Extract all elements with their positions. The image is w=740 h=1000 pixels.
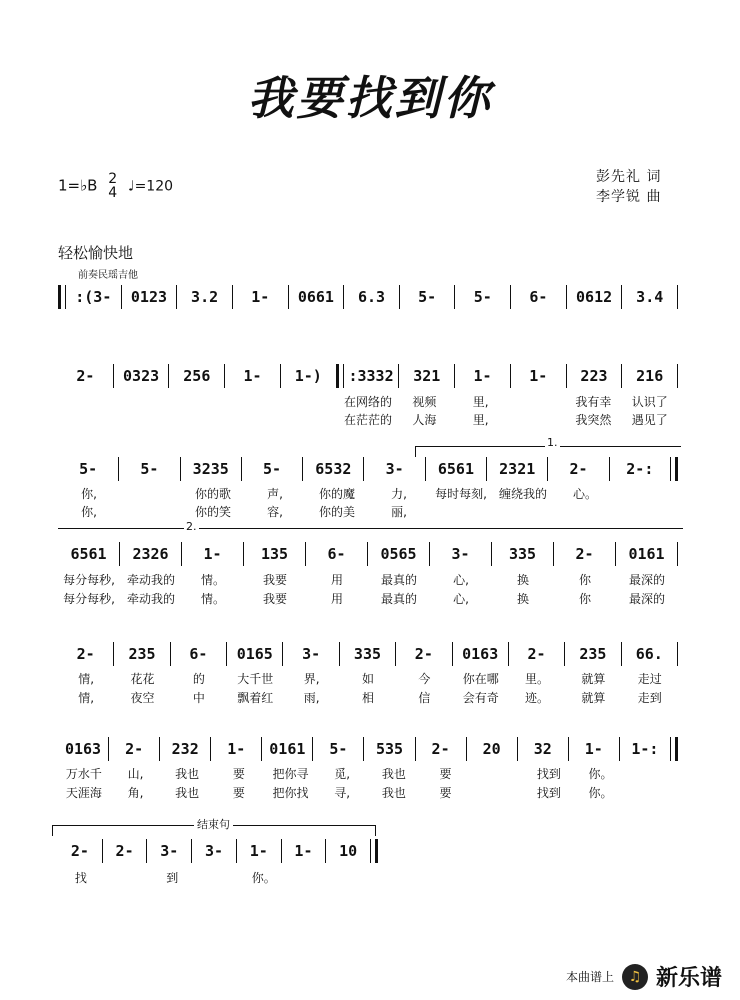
measure: 256 (183, 367, 211, 385)
lyric: 遇见了 (631, 412, 668, 427)
lyrics-verse-2 (58, 589, 678, 607)
lyric: 你, (81, 486, 97, 501)
score-row-2 (58, 362, 678, 390)
measure: 3.4 (636, 288, 664, 306)
measure: 5- (418, 288, 437, 306)
lyric: 就算 (581, 690, 606, 705)
measure: 6561 (70, 545, 107, 563)
time-denominator: 4 (108, 185, 118, 201)
lyric: 的 (192, 671, 205, 686)
lyric: 你 (578, 591, 591, 606)
lyric: 我也 (381, 785, 406, 800)
lyrics-verse-1 (58, 484, 678, 502)
lyric: 我有幸 (575, 394, 612, 409)
measure: 335 (353, 645, 382, 663)
lyric: 心, (453, 591, 469, 606)
lyric: 找 (74, 870, 87, 885)
lyrics-verse-2 (58, 688, 678, 706)
barline (677, 285, 678, 309)
measure: 535 (375, 740, 404, 758)
measure: 1- (529, 367, 548, 385)
coda-label: 结束句 (194, 816, 233, 832)
key-signature (58, 172, 173, 200)
volta-2-bracket (58, 528, 683, 539)
lyric: 你的魔 (318, 486, 355, 501)
measure: 66. (635, 645, 663, 663)
measure: 2- (569, 460, 588, 478)
measure: 6- (189, 645, 208, 663)
measure: 1- (473, 367, 492, 385)
repeat-start-barline (336, 364, 344, 388)
lyrics-verse-2 (58, 410, 678, 428)
measure: 232 (171, 740, 199, 758)
lyric: 丽, (391, 504, 407, 519)
measure: 6532 (315, 460, 352, 478)
lyric: 每时每刻, (435, 486, 487, 501)
measure: 3235 (192, 460, 229, 478)
lyric: 用 (330, 572, 343, 587)
measure: 2- (76, 367, 95, 385)
measure: 335 (508, 545, 537, 563)
measure: 2- (414, 645, 433, 663)
measure: 6.3 (357, 288, 386, 306)
lyric: 情。 (200, 572, 225, 587)
lyric: 要 (439, 785, 452, 800)
measure: 1- (203, 545, 222, 563)
measure: 2326 (132, 545, 169, 563)
measure: 1- (294, 842, 313, 860)
lyric: 情, (78, 690, 95, 705)
lyric: 我也 (381, 766, 406, 781)
score-row-3 (58, 455, 678, 483)
lyric: 每分每秒, (63, 572, 115, 587)
measure: 5- (329, 740, 348, 758)
lyric: 你 (578, 572, 591, 587)
lyric: 相 (361, 690, 374, 705)
lyric: 要 (232, 766, 245, 781)
lyric: 每分每秒, (63, 591, 115, 606)
score-row-6 (58, 735, 678, 763)
lyric: 最深的 (628, 591, 665, 606)
lyric: 里, (472, 412, 489, 427)
lyrics-verse-1 (58, 392, 678, 410)
lyric: 我也 (175, 766, 200, 781)
lyric: 就算 (581, 671, 606, 686)
lyric: 找到 (536, 766, 561, 781)
measure: :3332 (348, 367, 394, 385)
lyric: 走过 (637, 671, 662, 686)
measure: 3- (160, 842, 179, 860)
lyric: 换 (516, 572, 529, 587)
lyric: 力, (391, 486, 407, 501)
measure: 235 (579, 645, 607, 663)
measure: 0612 (576, 288, 613, 306)
measure: 0565 (380, 545, 417, 563)
measure: 6- (529, 288, 548, 306)
final-barline (370, 839, 378, 863)
measure: 0661 (297, 288, 334, 306)
measure: 6- (327, 545, 346, 563)
brand-name: 新乐谱 (655, 966, 722, 991)
lyric: 雨, (303, 690, 320, 705)
lyric: 天涯海 (65, 785, 102, 800)
lyric: 情, (78, 671, 95, 686)
lyrics-verse-1 (58, 669, 678, 687)
lyric: 界, (303, 671, 320, 686)
lyric: 最真的 (380, 591, 417, 606)
measure: 1- (584, 740, 603, 758)
lyric: 最深的 (628, 572, 665, 587)
lyrics-verse-2 (58, 502, 678, 520)
music-disc-icon: ♫ (622, 964, 648, 990)
lyric: 里。 (525, 671, 550, 686)
measure: 0163 (64, 740, 102, 758)
measure: 2- (575, 545, 594, 563)
measure: 135 (260, 545, 289, 563)
lyrics-verse-2 (58, 783, 678, 801)
lyric: 中 (192, 690, 205, 705)
measure: 5- (79, 460, 98, 478)
measure: 3- (451, 545, 470, 563)
lyric: 在茫茫的 (343, 412, 392, 427)
lyric: 情。 (200, 591, 225, 606)
lyric: 信 (418, 690, 431, 705)
measure: 3.2 (191, 288, 219, 306)
volta-2-label: 2. (186, 520, 197, 533)
measure: 2- (115, 842, 134, 860)
lyric: 你在哪 (462, 671, 499, 686)
measure: 223 (580, 367, 608, 385)
lyric: 用 (330, 591, 343, 606)
measure: :(3- (75, 288, 112, 306)
measure: 20 (482, 740, 501, 758)
lyric: 我要 (262, 591, 287, 606)
measure: 0123 (130, 288, 168, 306)
measure: 6561 (437, 460, 474, 478)
measure: 5- (473, 288, 492, 306)
time-numerator: 2 (108, 171, 118, 187)
lyric: 你的笑 (194, 504, 231, 519)
measure: 0323 (123, 367, 160, 385)
score-row-1 (58, 283, 678, 311)
lyric: 容, (267, 504, 283, 519)
lyric: 你。 (588, 766, 613, 781)
lyric: 你的美 (318, 504, 355, 519)
lyric: 如 (361, 671, 374, 686)
measure: 2- (70, 842, 89, 860)
lyric: 角, (127, 785, 144, 800)
score-row-5 (58, 640, 678, 668)
lyric: 寻, (334, 785, 351, 800)
tempo-mark: ♩=120 (127, 178, 174, 195)
lyric: 视频 (412, 394, 437, 409)
measure: 2- (431, 740, 450, 758)
measure: 1-) (294, 367, 322, 385)
measure: 2- (527, 645, 546, 663)
lyric: 我突然 (575, 412, 612, 427)
measure: 1- (243, 367, 262, 385)
intro-instruction: 前奏民瑶吉他 (78, 270, 138, 281)
lyric: 花花 (130, 671, 155, 686)
measure: 5- (140, 460, 159, 478)
lyric: 缠绕我的 (498, 486, 547, 501)
key: 1=♭B (58, 176, 98, 195)
measure: 216 (636, 367, 664, 385)
lyric: 在网络的 (343, 394, 392, 409)
measure: 1- (251, 288, 270, 306)
measure: 2-: (626, 460, 654, 478)
lyric: 心, (453, 572, 469, 587)
lyric: 要 (439, 766, 452, 781)
score-row-7 (58, 837, 378, 865)
measure: 0161 (628, 545, 665, 563)
song-title: 我要找到你 (247, 71, 493, 125)
lyric: 心。 (572, 486, 597, 501)
lyricist-credit: 彭先礼 词 (596, 169, 662, 185)
lyric: 把你寻 (272, 766, 309, 781)
lyric: 我要 (262, 572, 287, 587)
lyric: 人海 (412, 412, 437, 427)
composer-credit: 李学锐 曲 (596, 189, 662, 205)
lyric: 飘着红 (237, 690, 274, 705)
measure: 2- (76, 645, 95, 663)
lyric: 你的歌 (194, 486, 231, 501)
barline (677, 642, 678, 666)
measure: 3- (385, 460, 404, 478)
lyric: 最真的 (380, 572, 417, 587)
site-brand[interactable] (566, 961, 722, 992)
measure: 235 (128, 645, 156, 663)
measure: 1- (227, 740, 246, 758)
lyric: 你。 (251, 870, 276, 885)
lyric: 走到 (637, 690, 662, 705)
measure: 3- (204, 842, 224, 860)
expression-mark: 轻松愉快地 (58, 244, 134, 262)
lyric: 里, (472, 394, 489, 409)
lyric: 牵动我的 (126, 572, 175, 587)
measure: 2321 (499, 460, 536, 478)
lyrics-verse-1 (58, 570, 678, 588)
barline (677, 364, 678, 388)
lyric: 夜空 (130, 690, 155, 705)
lyric: 我也 (175, 785, 200, 800)
score-row-4 (58, 540, 678, 568)
lyrics-verse-1 (58, 868, 378, 886)
measure: 1- (249, 842, 268, 860)
measure: 10 (339, 842, 358, 860)
footer-text: 本曲谱上 (565, 970, 614, 984)
lyric: 要 (232, 785, 245, 800)
repeat-end-barline (670, 737, 678, 761)
lyric: 今 (418, 671, 431, 686)
lyric: 迹。 (525, 690, 550, 705)
lyric: 认识了 (631, 394, 668, 409)
lyric: 会有奇 (462, 690, 499, 705)
lyric: 把你找 (272, 785, 309, 800)
measure: 0165 (236, 645, 273, 663)
measure: 321 (413, 367, 441, 385)
measure: 2- (125, 740, 144, 758)
volta-1-label: 1. (547, 436, 558, 449)
lyric: 牵动我的 (126, 591, 175, 606)
lyric: 你, (81, 504, 97, 519)
lyrics-verse-1 (58, 764, 678, 782)
lyric: 觅, (334, 766, 351, 781)
measure: 5- (263, 460, 282, 478)
measure: 0163 (462, 645, 499, 663)
repeat-end-barline (670, 457, 678, 481)
lyric: 万水千 (65, 766, 102, 781)
lyric: 山, (127, 766, 144, 781)
barline (677, 542, 678, 566)
measure: 0161 (269, 740, 306, 758)
lyric: 声, (267, 486, 283, 501)
lyric: 找到 (536, 785, 561, 800)
lyric: 换 (516, 591, 529, 606)
repeat-start-barline (58, 285, 66, 309)
lyric: 大千世 (237, 671, 274, 686)
time-signature (108, 172, 117, 200)
measure: 32 (533, 740, 552, 758)
lyric: 你。 (588, 785, 613, 800)
measure: 3- (302, 645, 321, 663)
measure: 1-: (631, 740, 659, 758)
lyric: 到 (166, 870, 179, 885)
